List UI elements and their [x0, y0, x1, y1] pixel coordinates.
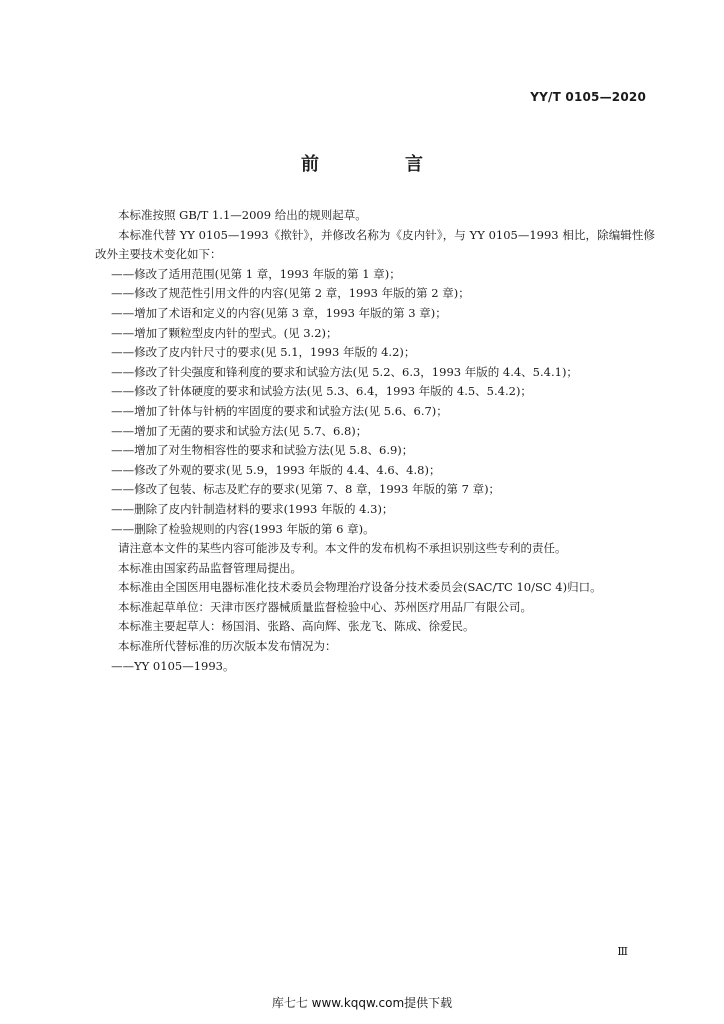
- list-item: ——修改了针体硬度的要求和试验方法(见 5.3、6.4，1993 年版的 4.5、5.4.2)；: [111, 384, 532, 399]
- paragraph-proposer: 本标准由国家药品监督管理局提出。: [118, 560, 302, 575]
- foreword-body: [95, 206, 655, 676]
- page-title: 前 言: [301, 154, 457, 175]
- paragraph-drafters: 本标准主要起草人：杨国涓、张路、高向辉、张龙飞、陈成、徐爱民。: [118, 619, 475, 634]
- list-item: ——增加了术语和定义的内容(见第 3 章，1993 年版的第 3 章)；: [111, 305, 447, 320]
- list-item: ——增加了无菌的要求和试验方法(见 5.7、6.8)；: [111, 423, 368, 438]
- list-item: ——增加了颗粒型皮内针的型式。(见 3.2)；: [111, 325, 338, 340]
- paragraph-committee: 本标准由全国医用电器标准化技术委员会物理治疗设备分技术委员会(SAC/TC 10/SC 4)归口。: [118, 580, 602, 595]
- list-item: ——修改了皮内针尺寸的要求(见 5.1，1993 年版的 4.2)；: [111, 345, 416, 360]
- page-number: Ⅲ: [617, 945, 628, 958]
- list-item: ——修改了适用范围(见第 1 章，1993 年版的第 1 章)；: [111, 266, 401, 281]
- list-item: ——增加了对生物相容性的要求和试验方法(见 5.8、6.9)；: [111, 443, 414, 458]
- list-item: ——删除了检验规则的内容(1993 年版的第 6 章)。: [111, 521, 375, 536]
- paragraph-drafting-rules: 本标准按照 GB/T 1.1—2009 给出的规则起草。: [118, 208, 367, 222]
- list-item: ——YY 0105—1993。: [111, 658, 235, 673]
- changes-list: [95, 265, 655, 539]
- list-item: ——修改了外观的要求(见 5.9，1993 年版的 4.4、4.6、4.8)；: [111, 462, 441, 477]
- paragraph-patent-notice: 请注意本文件的某些内容可能涉及专利。本文件的发布机构不承担识别这些专利的责任。: [118, 541, 567, 556]
- list-item: ——修改了规范性引用文件的内容(见第 2 章，1993 年版的第 2 章)；: [111, 286, 470, 301]
- list-item: ——删除了皮内针制造材料的要求(1993 年版的 4.3)；: [111, 501, 394, 516]
- paragraph-replacement: 本标准代替 YY 0105—1993《揿针》，并修改名称为《皮内针》，与 YY 0105—1993 相比，除编辑性修改外主要技术变化如下：: [95, 227, 655, 262]
- history-list: [95, 657, 655, 677]
- paragraph-drafting-units: 本标准起草单位：天津市医疗器械质量监督检验中心、苏州医疗用品厂有限公司。: [118, 599, 532, 614]
- list-item: ——修改了针尖强度和锋利度的要求和试验方法(见 5.2、6.3，1993 年版的 4.4、5.4.1)；: [111, 364, 578, 379]
- paragraph-history-intro: 本标准所代替标准的历次版本发布情况为：: [118, 639, 337, 654]
- standard-code: YY/T 0105—2020: [530, 90, 646, 104]
- list-item: ——增加了针体与针柄的牢固度的要求和试验方法(见 5.6、6.7)；: [111, 403, 448, 418]
- list-item: ——修改了包装、标志及贮存的要求(见第 7、8 章，1993 年版的第 7 章)；: [111, 482, 501, 497]
- download-watermark: 库七七 www.kqqw.com提供下载: [271, 996, 453, 1010]
